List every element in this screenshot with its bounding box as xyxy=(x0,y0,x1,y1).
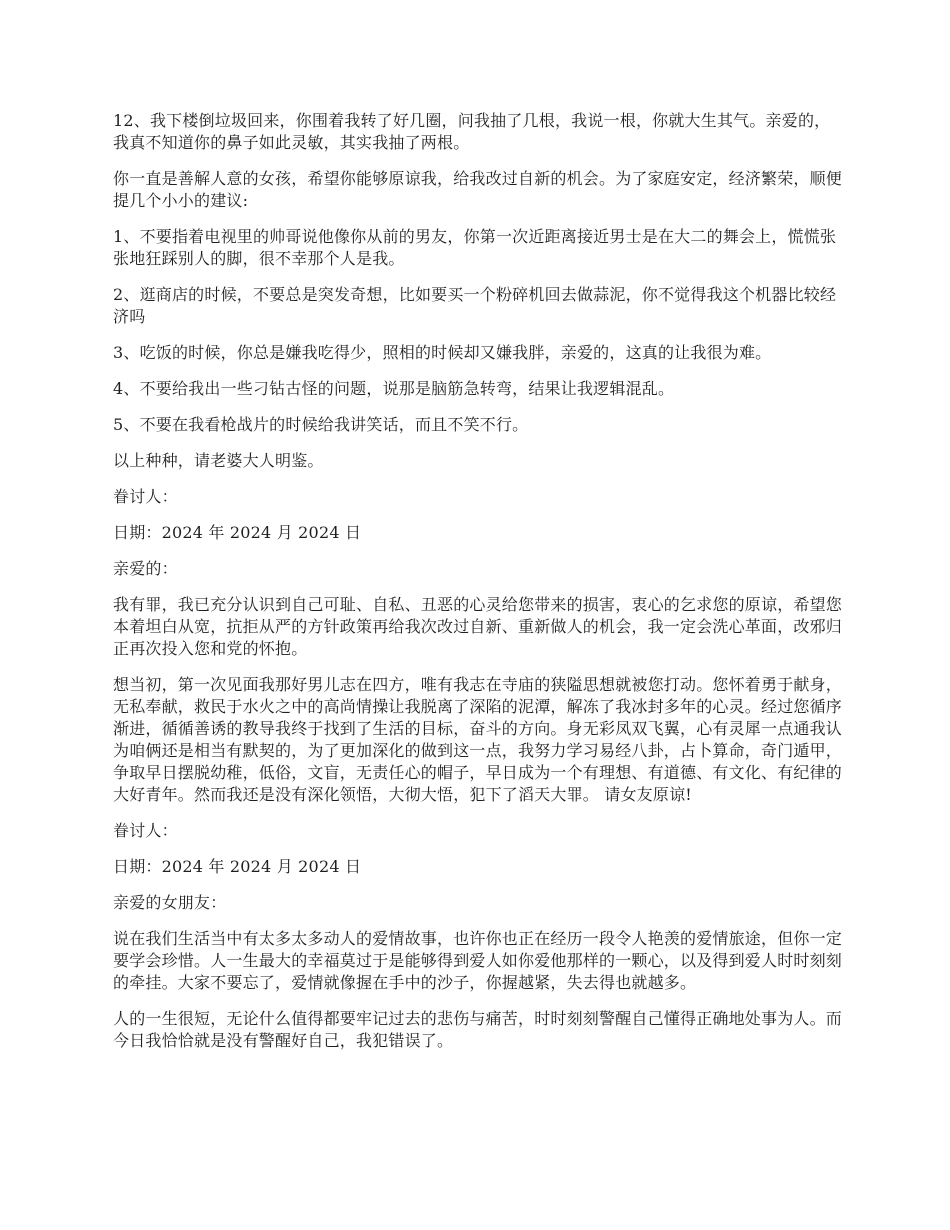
salutation: 亲爱的： xyxy=(113,559,178,578)
paragraph-suggestion-5: 5、不要在我看枪战片的时候给我讲笑话，而且不笑不行。 xyxy=(113,415,529,434)
paragraph-forgive-request: 你一直是善解人意的女孩，希望你能够原谅我，给我改过自新的机会。为了家庭安定，经济繁荣，顺便提几个小小的建议: xyxy=(113,169,843,210)
paragraph-suggestion-2: 2、逛商店的时候，不要总是突发奇想，比如要买一个粉碎机回去做蒜泥，你不觉得我这个机器比较经济吗 xyxy=(113,285,837,326)
paragraph-love-story: 说在我们生活当中有太多太多动人的爱情故事，也许你也正在经历一段令人艳羡的爱情旅途，但你一定要学会珍惜。人一生最大的幸福莫过于是能够得到爱人如你爱他那样的一颗心，以及得到爱人时时刻刻的牵挂。大家不要忘了，爱情就像握在手中的沙子，你握越紧，失去得也就越多。 xyxy=(113,929,843,992)
signature-label-2: 眷讨人： xyxy=(113,821,178,840)
paragraph-recollection: 想当初，第一次见面我那好男儿志在四方，唯有我志在寺庙的狭隘思想就被您打动。您怀着勇于献身，无私奉献，救民于水火之中的高尚情操让我脱离了深陷的泥潭，解冻了我冰封多年的心灵。经过您循序渐进，循循善诱的教导我终于找到了生活的目标，奋斗的方向。身无彩凤双飞翼，心有灵犀一点通我认为咱俩还是相当有默契的，为了更加深化的做到这一点，我努力学习易经八卦，占卜算命，奇门遁甲，争取早日摆脱幼稚，低俗，文盲，无责任心的帽子，早日成为一个有理想、有道德、有文化、有纪律的大好青年。然而我还是没有深化领悟，大彻大悟，犯下了滔天大罪。 请女友原谅! xyxy=(113,675,843,804)
paragraph-confession: 我有罪，我已充分认识到自己可耻、自私、丑恶的心灵给您带来的损害，衷心的乞求您的原谅，希望您本着坦白从宽，抗拒从严的方针政策再给我次改过自新、重新做人的机会，我一定会洗心革面，改邪归正再次投入您和党的怀抱。 xyxy=(113,595,843,658)
date-line-2: 日期：2024 年 2024 月 2024 日 xyxy=(113,857,362,876)
paragraph-suggestion-3: 3、吃饭的时候，你总是嫌我吃得少，照相的时候却又嫌我胖，亲爱的，这真的让我很为难。 xyxy=(113,343,772,362)
date-line: 日期：2024 年 2024 月 2024 日 xyxy=(113,523,362,542)
signature-label: 眷讨人： xyxy=(113,487,178,506)
paragraph-complaint-12: 12、我下楼倒垃圾回来，你围着我转了好几圈，问我抽了几根，我说一根，你就大生其气。亲爱的，我真不知道你的鼻子如此灵敏，其实我抽了两根。 xyxy=(113,111,831,152)
paragraph-suggestion-1: 1、不要指着电视里的帅哥说他像你从前的男友，你第一次近距离接近男士是在大二的舞会上，慌慌张张地狂踩别人的脚，很不幸那个人是我。 xyxy=(113,227,837,268)
paragraph-suggestion-4: 4、不要给我出一些刁钻古怪的问题，说那是脑筋急转弯，结果让我逻辑混乱。 xyxy=(113,379,675,398)
paragraph-closing: 以上种种，请老婆大人明鉴。 xyxy=(113,451,324,470)
paragraph-life-short: 人的一生很短，无论什么值得都要牢记过去的悲伤与痛苦，时时刻刻警醒自己懂得正确地处事为人。而今日我恰恰就是没有警醒好自己，我犯错误了。 xyxy=(113,1009,843,1050)
document-body xyxy=(113,110,843,1066)
salutation-2: 亲爱的女朋友： xyxy=(113,893,227,912)
